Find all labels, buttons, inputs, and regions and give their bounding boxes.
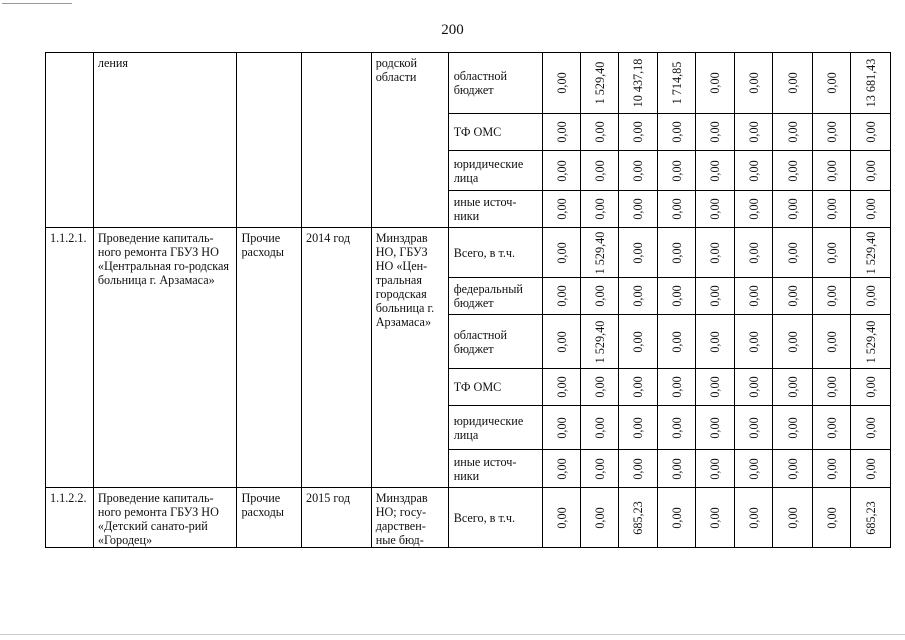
value-cell: [619, 53, 658, 114]
value-text: 0,00: [592, 506, 607, 529]
value-text: 0,00: [824, 72, 839, 94]
value-cell: [543, 151, 580, 191]
responsible-cell: Минздрав НО; госу-дарствен-ные бюд-: [371, 488, 448, 548]
value-cell: [696, 315, 735, 369]
value-text: 0,00: [785, 121, 800, 143]
value-text: 0,00: [746, 416, 761, 439]
value-cell: [543, 278, 580, 315]
funding-source-cell: Всего, в т.ч.: [448, 228, 543, 278]
value-cell: [734, 53, 773, 114]
value-cell: [619, 228, 658, 278]
value-text: 0,00: [669, 376, 684, 398]
value-cell: [619, 315, 658, 369]
value-text: 10 437,18: [631, 58, 646, 108]
value-text: 0,00: [708, 330, 723, 353]
value-cell: [734, 315, 773, 369]
value-text: 0,00: [785, 241, 800, 264]
table-row: [46, 488, 891, 548]
expense-type-cell: Прочие расходы: [237, 228, 302, 488]
value-cell: [580, 53, 619, 114]
value-cell: [851, 151, 891, 191]
value-text: 0,00: [824, 506, 839, 529]
value-cell: [851, 53, 891, 114]
value-cell: [696, 191, 735, 228]
value-text: 0,00: [824, 285, 839, 307]
value-cell: [657, 315, 696, 369]
value-cell: [619, 278, 658, 315]
value-text: 0,00: [631, 416, 646, 439]
value-cell: [543, 406, 580, 450]
value-text: 0,00: [863, 198, 878, 220]
value-text: 0,00: [824, 330, 839, 353]
value-text: 0,00: [824, 376, 839, 398]
value-cell: [580, 228, 619, 278]
value-cell: [657, 406, 696, 450]
value-text: 0,00: [669, 121, 684, 143]
value-text: 0,00: [592, 121, 607, 143]
value-cell: [580, 369, 619, 406]
funding-source-cell: иные источ-ники: [448, 450, 543, 488]
value-cell: [580, 406, 619, 450]
value-text: 0,00: [785, 376, 800, 398]
value-text: 0,00: [863, 121, 878, 143]
value-cell: [580, 488, 619, 548]
value-text: 0,00: [592, 285, 607, 307]
expense-type-cell: Прочие расходы: [237, 488, 302, 548]
value-cell: [734, 278, 773, 315]
value-text: 0,00: [631, 376, 646, 398]
value-text: 0,00: [863, 285, 878, 307]
funding-source-cell: юридические лица: [448, 151, 543, 191]
value-text: 0,00: [708, 376, 723, 398]
value-cell: [851, 315, 891, 369]
value-cell: [734, 114, 773, 151]
value-text: 1 714,85: [669, 61, 684, 105]
value-cell: [773, 228, 813, 278]
value-cell: [696, 450, 735, 488]
value-cell: [619, 488, 658, 548]
value-cell: [657, 191, 696, 228]
value-text: 0,00: [592, 159, 607, 182]
value-cell: [851, 114, 891, 151]
value-text: 0,00: [785, 72, 800, 94]
value-cell: [543, 369, 580, 406]
value-text: 0,00: [669, 416, 684, 439]
value-text: 0,00: [863, 376, 878, 398]
value-cell: [773, 191, 813, 228]
value-cell: [696, 151, 735, 191]
page-number: 200: [441, 22, 464, 38]
value-cell: [734, 151, 773, 191]
budget-table: [45, 52, 891, 548]
value-text: 0,00: [746, 330, 761, 353]
value-text: 0,00: [746, 241, 761, 264]
value-text: 0,00: [746, 285, 761, 307]
item-number-cell: 1.1.2.2.: [46, 488, 94, 548]
value-text: 0,00: [669, 241, 684, 264]
value-text: 0,00: [592, 376, 607, 398]
value-cell: [734, 369, 773, 406]
value-cell: [773, 53, 813, 114]
value-text: 0,00: [631, 241, 646, 264]
measure-name-cell: Проведение капиталь-ного ремонта ГБУЗ НО «Центральная го-родская больница г. Арзамаса»: [93, 228, 237, 488]
value-cell: [696, 228, 735, 278]
value-text: 0,00: [863, 159, 878, 182]
value-text: 0,00: [554, 285, 569, 307]
value-cell: [851, 278, 891, 315]
value-cell: [773, 278, 813, 315]
value-text: 685,23: [863, 500, 878, 535]
value-text: 1 529,40: [592, 231, 607, 274]
value-cell: [851, 228, 891, 278]
value-text: 0,00: [592, 198, 607, 220]
value-text: 0,00: [554, 198, 569, 220]
value-cell: [812, 278, 851, 315]
value-text: 0,00: [554, 416, 569, 439]
value-text: 0,00: [708, 506, 723, 529]
value-cell: [773, 369, 813, 406]
value-cell: [812, 151, 851, 191]
funding-source-cell: Всего, в т.ч.: [448, 488, 543, 548]
value-cell: [619, 406, 658, 450]
value-text: 0,00: [708, 198, 723, 220]
value-text: 0,00: [669, 457, 684, 480]
value-text: 0,00: [785, 457, 800, 480]
value-text: 13 681,43: [863, 58, 878, 108]
value-cell: [619, 191, 658, 228]
value-cell: [543, 191, 580, 228]
value-cell: [812, 191, 851, 228]
value-cell: [696, 488, 735, 548]
value-cell: [773, 315, 813, 369]
value-cell: [812, 114, 851, 151]
funding-source-cell: ТФ ОМС: [448, 369, 543, 406]
responsible-cell: Минздрав НО, ГБУЗ НО «Цен-тральная городская больница г. Арзамаса»: [371, 228, 448, 488]
value-cell: [543, 53, 580, 114]
responsible-cell: родской области: [371, 53, 448, 228]
value-cell: [657, 278, 696, 315]
value-cell: [773, 488, 813, 548]
item-number-cell: [46, 53, 94, 228]
value-cell: [696, 369, 735, 406]
value-cell: [543, 488, 580, 548]
table-row: [46, 228, 891, 278]
expense-type-cell: [237, 53, 302, 228]
value-text: 0,00: [785, 198, 800, 220]
value-text: 0,00: [554, 121, 569, 143]
value-text: 0,00: [785, 506, 800, 529]
funding-source-cell: федеральный бюджет: [448, 278, 543, 315]
value-text: 0,00: [554, 506, 569, 529]
value-cell: [619, 369, 658, 406]
value-cell: [773, 151, 813, 191]
value-cell: [657, 369, 696, 406]
value-cell: [580, 191, 619, 228]
value-text: 0,00: [746, 457, 761, 480]
value-cell: [812, 488, 851, 548]
value-cell: [734, 450, 773, 488]
measure-name-cell: Проведение капиталь-ного ремонта ГБУЗ НО «Детский санато-рий «Городец»: [93, 488, 237, 548]
value-cell: [619, 450, 658, 488]
value-text: 0,00: [554, 72, 569, 94]
value-cell: [812, 315, 851, 369]
value-cell: [851, 369, 891, 406]
value-cell: [773, 406, 813, 450]
value-cell: [543, 228, 580, 278]
value-text: 0,00: [746, 72, 761, 94]
value-text: 0,00: [824, 198, 839, 220]
value-text: 0,00: [631, 121, 646, 143]
value-text: 0,00: [708, 416, 723, 439]
value-text: 0,00: [824, 457, 839, 480]
value-cell: [734, 406, 773, 450]
value-cell: [619, 114, 658, 151]
funding-source-cell: областной бюджет: [448, 315, 543, 369]
value-text: 685,23: [631, 500, 646, 535]
value-text: 0,00: [631, 285, 646, 307]
value-cell: [734, 191, 773, 228]
value-text: 0,00: [785, 285, 800, 307]
value-cell: [696, 278, 735, 315]
value-text: 0,00: [554, 159, 569, 182]
value-cell: [696, 114, 735, 151]
value-cell: [812, 369, 851, 406]
value-text: 0,00: [785, 159, 800, 182]
value-cell: [734, 228, 773, 278]
value-cell: [851, 450, 891, 488]
value-text: 0,00: [554, 330, 569, 353]
value-text: 1 529,40: [863, 231, 878, 274]
value-cell: [657, 114, 696, 151]
value-text: 0,00: [824, 416, 839, 439]
funding-source-cell: юридические лица: [448, 406, 543, 450]
value-text: 0,00: [708, 241, 723, 264]
value-cell: [657, 450, 696, 488]
value-text: 0,00: [631, 159, 646, 182]
value-text: 0,00: [631, 457, 646, 480]
value-text: 0,00: [785, 416, 800, 439]
value-text: 0,00: [554, 241, 569, 264]
scan-artifact-line: [2, 3, 72, 4]
value-text: 0,00: [708, 457, 723, 480]
period-cell: 2014 год: [301, 228, 371, 488]
value-text: 0,00: [592, 457, 607, 480]
value-text: 0,00: [863, 416, 878, 439]
value-text: 0,00: [824, 241, 839, 264]
value-text: 1 529,40: [592, 320, 607, 363]
value-text: 0,00: [669, 285, 684, 307]
period-cell: [301, 53, 371, 228]
value-cell: [657, 488, 696, 548]
value-text: 0,00: [863, 457, 878, 480]
value-cell: [812, 53, 851, 114]
value-text: 1 529,40: [863, 320, 878, 363]
value-text: 0,00: [785, 330, 800, 353]
value-text: 0,00: [669, 198, 684, 220]
value-text: 0,00: [631, 330, 646, 353]
value-text: 0,00: [708, 72, 723, 94]
value-text: 1 529,40: [592, 61, 607, 105]
value-text: 0,00: [554, 376, 569, 398]
value-cell: [696, 406, 735, 450]
value-cell: [851, 488, 891, 548]
value-text: 0,00: [669, 506, 684, 529]
value-cell: [657, 53, 696, 114]
value-cell: [812, 450, 851, 488]
value-cell: [543, 315, 580, 369]
value-cell: [580, 151, 619, 191]
value-cell: [580, 450, 619, 488]
value-text: 0,00: [746, 506, 761, 529]
value-cell: [773, 114, 813, 151]
value-cell: [812, 406, 851, 450]
funding-source-cell: иные источ-ники: [448, 191, 543, 228]
item-number-cell: 1.1.2.1.: [46, 228, 94, 488]
value-cell: [580, 315, 619, 369]
value-text: 0,00: [708, 285, 723, 307]
value-text: 0,00: [746, 121, 761, 143]
value-text: 0,00: [824, 121, 839, 143]
value-cell: [543, 114, 580, 151]
value-text: 0,00: [669, 159, 684, 182]
value-cell: [851, 191, 891, 228]
value-cell: [657, 151, 696, 191]
value-cell: [657, 228, 696, 278]
value-cell: [580, 114, 619, 151]
period-cell: 2015 год: [301, 488, 371, 548]
value-cell: [696, 53, 735, 114]
value-cell: [734, 488, 773, 548]
value-cell: [619, 151, 658, 191]
value-cell: [543, 450, 580, 488]
value-text: 0,00: [746, 198, 761, 220]
value-text: 0,00: [708, 159, 723, 182]
value-text: 0,00: [824, 159, 839, 182]
value-cell: [773, 450, 813, 488]
value-text: 0,00: [746, 376, 761, 398]
value-text: 0,00: [554, 457, 569, 480]
funding-source-cell: областной бюджет: [448, 53, 543, 114]
funding-source-cell: ТФ ОМС: [448, 114, 543, 151]
table-row: [46, 53, 891, 114]
value-text: 0,00: [631, 198, 646, 220]
value-text: 0,00: [746, 159, 761, 182]
value-text: 0,00: [669, 330, 684, 353]
measure-name-cell: ления: [93, 53, 237, 228]
value-text: 0,00: [708, 121, 723, 143]
value-cell: [580, 278, 619, 315]
value-cell: [851, 406, 891, 450]
scan-artifact-line: [0, 634, 905, 635]
value-text: 0,00: [592, 416, 607, 439]
value-cell: [812, 228, 851, 278]
